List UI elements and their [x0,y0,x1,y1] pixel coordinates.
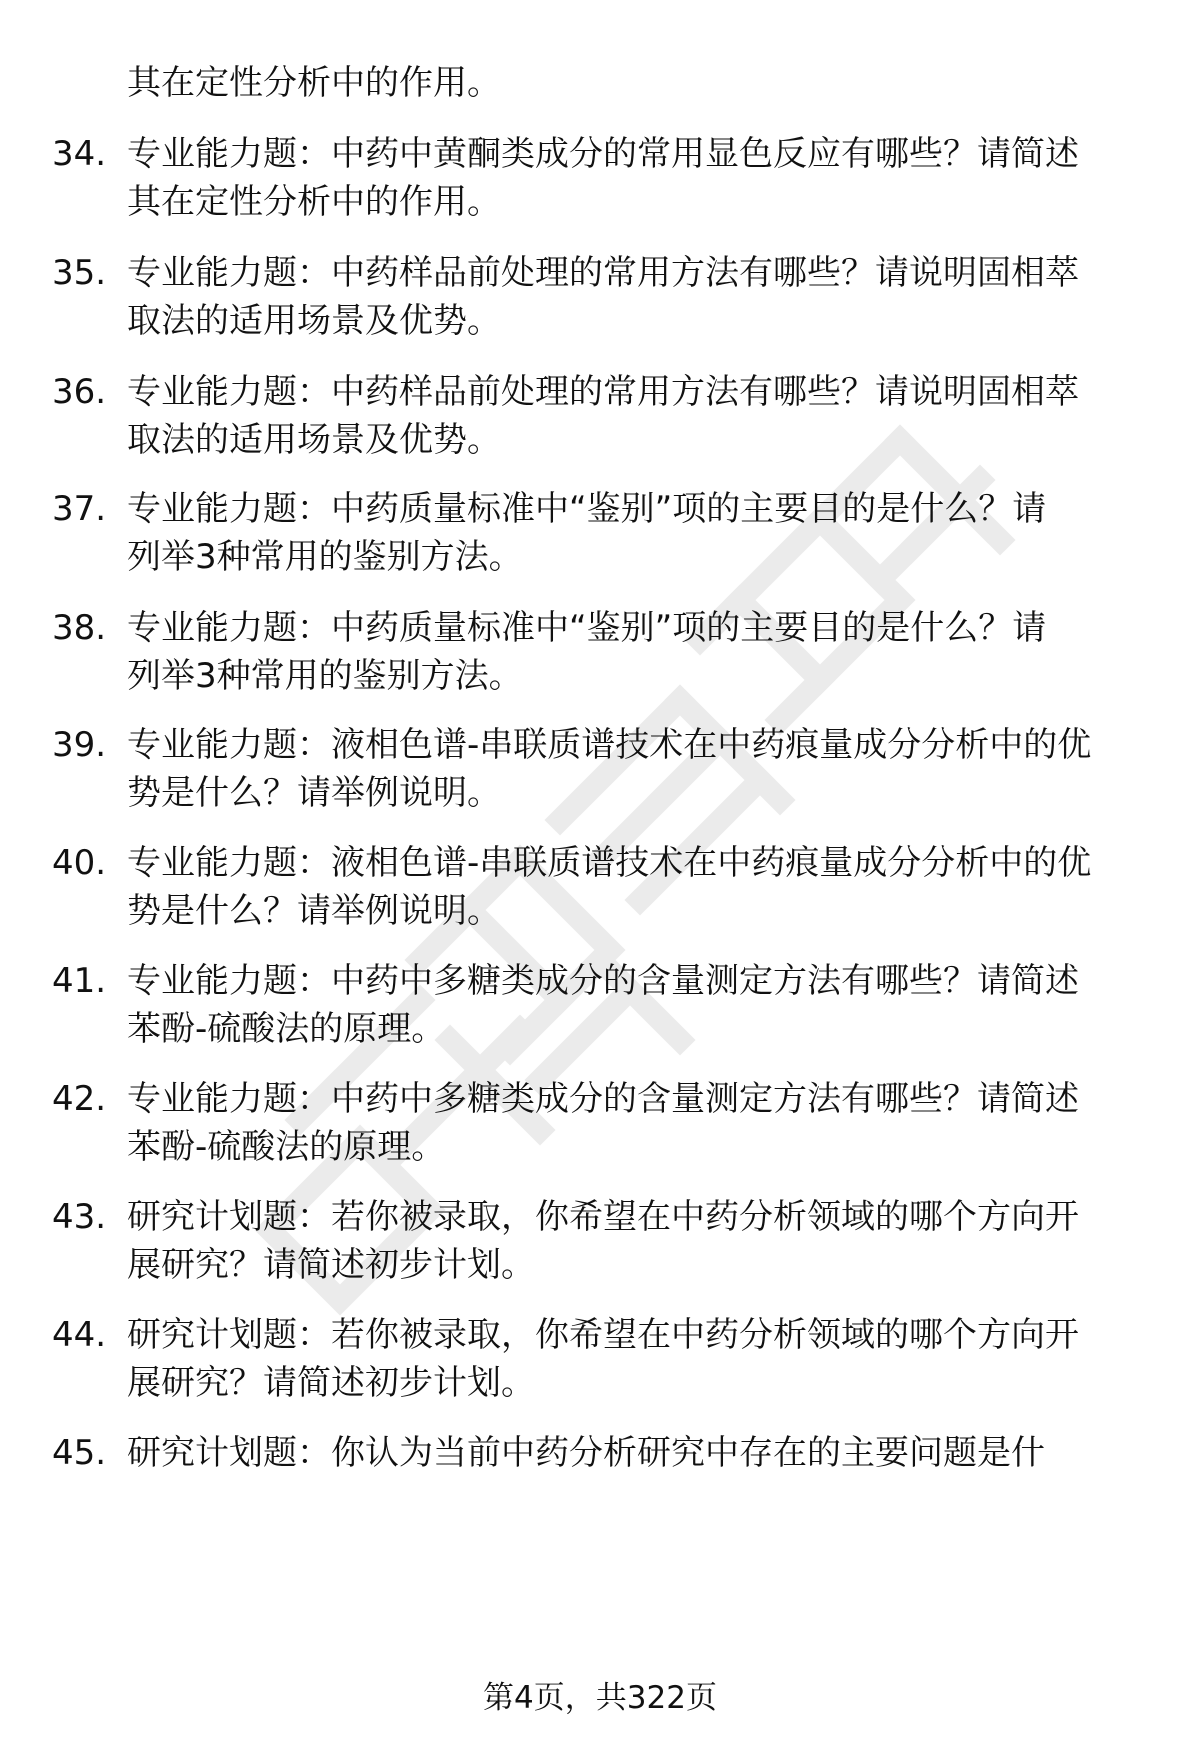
item-text-line2: 苯酚-硫酸法的原理。 [127,1009,446,1049]
item-text-line2: 势是什么？请举例说明。 [127,773,501,813]
item-text-line2: 取法的适用场景及优势。 [127,301,501,341]
item-number: 44. [52,1315,107,1355]
page-footer: 第4页，共322页 [483,1680,717,1716]
item-number: 42. [52,1079,107,1119]
item-text-line2: 列举3种常用的鉴别方法。 [127,656,523,696]
item-number: 39. [52,725,107,765]
continuation-text: 其在定性分析中的作用。 [127,63,501,103]
item-text-line2: 展研究？请简述初步计划。 [127,1363,535,1403]
item-number: 40. [52,843,107,883]
item-text-line2: 势是什么？请举例说明。 [127,891,501,931]
item-number: 36. [52,372,107,412]
item-text-line1: 专业能力题：中药质量标准中“鉴别”项的主要目的是什么？请 [127,608,1047,648]
item-text-line1: 专业能力题：中药样品前处理的常用方法有哪些？请说明固相萃 [127,253,1079,293]
item-text-line1: 专业能力题：中药中多糖类成分的含量测定方法有哪些？请简述 [127,961,1079,1001]
item-text-line2: 展研究？请简述初步计划。 [127,1245,535,1285]
item-text-line1: 专业能力题：中药中黄酮类成分的常用显色反应有哪些？请简述 [127,134,1079,174]
item-text-line1: 专业能力题：液相色谱-串联质谱技术在中药痕量成分分析中的优 [127,725,1092,765]
item-text-line2: 苯酚-硫酸法的原理。 [127,1127,446,1167]
item-text-line1: 专业能力题：液相色谱-串联质谱技术在中药痕量成分分析中的优 [127,843,1092,883]
item-text-line1: 研究计划题：若你被录取，你希望在中药分析领域的哪个方向开 [127,1197,1079,1237]
item-text-line1: 专业能力题：中药中多糖类成分的含量测定方法有哪些？请简述 [127,1079,1079,1119]
item-text-line1: 专业能力题：中药样品前处理的常用方法有哪些？请说明固相萃 [127,372,1079,412]
item-number: 34. [52,134,107,174]
item-text-line2: 取法的适用场景及优势。 [127,420,501,460]
item-text-line1: 研究计划题：若你被录取，你希望在中药分析领域的哪个方向开 [127,1315,1079,1355]
item-number: 45. [52,1433,107,1473]
item-text-line1: 研究计划题：你认为当前中药分析研究中存在的主要问题是什 [127,1433,1045,1473]
item-number: 41. [52,961,107,1001]
item-text-line2: 其在定性分析中的作用。 [127,182,501,222]
item-number: 37. [52,489,107,529]
item-number: 35. [52,253,107,293]
item-number: 43. [52,1197,107,1237]
item-text-line2: 列举3种常用的鉴别方法。 [127,537,523,577]
item-number: 38. [52,608,107,648]
item-text-line1: 专业能力题：中药质量标准中“鉴别”项的主要目的是什么？请 [127,489,1047,529]
